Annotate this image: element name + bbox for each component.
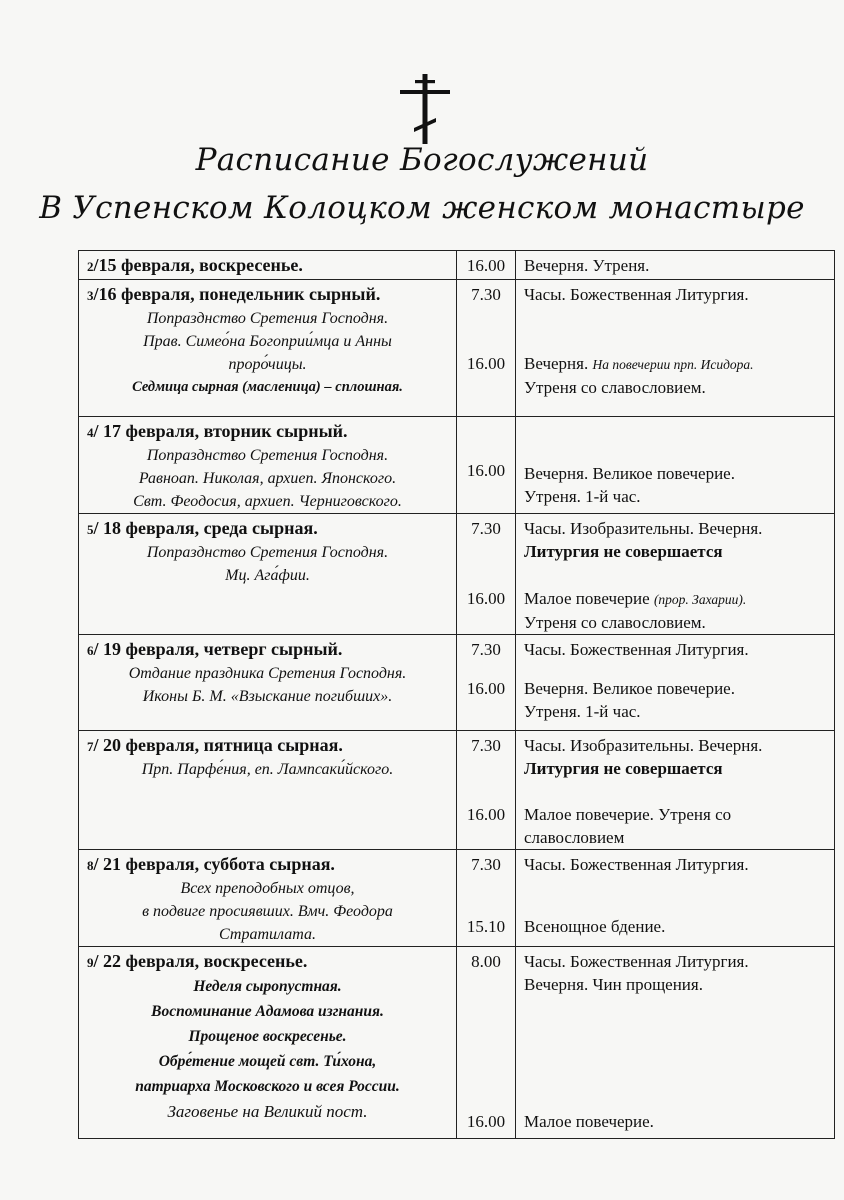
service-cell: [516, 251, 835, 280]
service: славословием: [524, 828, 625, 847]
note: Отдание праздника Сретения Господня.: [128, 665, 407, 682]
note: Попразднство Сретения Господня.: [146, 447, 389, 464]
time-cell: [457, 251, 516, 280]
service: Утреня со славословием.: [524, 378, 706, 397]
service-cell: [516, 635, 835, 731]
service: Часы. Изобразительны. Вечерня.: [524, 736, 763, 755]
day-label: / 21 февраля, суббота сырная.: [93, 854, 335, 874]
time-cell: [457, 947, 516, 1139]
time-cell: [457, 731, 516, 850]
day-cell: [79, 850, 457, 947]
orthodox-cross-icon: [398, 72, 452, 146]
time: 7.30: [471, 519, 501, 538]
service: Малое повечерие. Утреня со: [524, 805, 732, 824]
service: Часы. Божественная Литургия.: [524, 640, 749, 659]
service: Утреня со славословием.: [524, 613, 706, 632]
note: Прав. Симео́на Богоприи́мца и Анны: [143, 333, 392, 350]
day-number: 7: [87, 739, 94, 754]
note: Попразднство Сретения Господня.: [146, 310, 389, 327]
note: Попразднство Сретения Господня.: [146, 544, 389, 561]
day-label: / 18 февраля, среда сырная.: [93, 518, 318, 538]
note: Прп. Парфе́ния, еп. Лампсаки́йского.: [141, 761, 394, 778]
time: 7.30: [471, 640, 501, 659]
day-label: / 17 февраля, вторник сырный.: [93, 421, 348, 441]
service: Часы. Божественная Литургия.: [524, 952, 749, 971]
page-subtitle: В Успенском Колоцком женском монастыре: [39, 190, 805, 226]
day-number: 3: [87, 288, 94, 303]
service-cell: [516, 514, 835, 635]
service-note: На повечерии прп. Исидора.: [592, 357, 754, 372]
table-row: [79, 731, 835, 850]
service: Утреня. 1-й час.: [524, 702, 641, 721]
day-number: 9: [87, 955, 94, 970]
note: Всех преподобных отцов,: [180, 880, 355, 897]
day-cell: [79, 280, 457, 417]
note: Равноап. Николая, архиеп. Японского.: [138, 470, 397, 487]
note-bold: патриарха Московского и всея России.: [135, 1078, 400, 1095]
service: Часы. Божественная Литургия.: [524, 855, 749, 874]
service-cell: [516, 850, 835, 947]
note: проро́чицы.: [228, 356, 307, 373]
schedule-table: [78, 250, 835, 1139]
table-row: [79, 635, 835, 731]
time-cell: [457, 514, 516, 635]
note-bold: Неделя сыропустная.: [193, 978, 342, 995]
service-cell: [516, 280, 835, 417]
service: Всенощное бдение.: [524, 917, 666, 936]
service-bold: Литургия не совершается: [524, 542, 723, 561]
time-cell: [457, 280, 516, 417]
service: Малое повечерие: [524, 589, 650, 608]
note: Мц. Ага́фии.: [225, 567, 310, 584]
day-cell: [79, 417, 457, 514]
time: 7.30: [471, 736, 501, 755]
service: Часы. Божественная Литургия.: [524, 285, 749, 304]
table-row: [79, 947, 835, 1139]
note: Заговенье на Великий пост.: [167, 1102, 368, 1121]
day-number: 6: [87, 643, 94, 658]
note-bold: Прощеное воскресенье.: [188, 1028, 347, 1045]
time: 7.30: [471, 855, 501, 874]
service: Вечерня. Великое повечерие.: [524, 679, 735, 698]
time: 15.10: [466, 917, 506, 936]
day-cell: [79, 251, 457, 280]
day-label: / 19 февраля, четверг сырный.: [93, 639, 343, 659]
service: Часы. Изобразительны. Вечерня.: [524, 519, 763, 538]
day-label: / 20 февраля, пятница сырная.: [93, 735, 343, 755]
day-number: 2: [87, 259, 94, 274]
day-cell: [79, 731, 457, 850]
day-cell: [79, 635, 457, 731]
day-number: 8: [87, 858, 94, 873]
table-row: [79, 514, 835, 635]
service-cell: [516, 947, 835, 1139]
day-label: / 22 февраля, воскресенье.: [93, 951, 308, 971]
time: 16.00: [466, 1112, 506, 1131]
time: 16.00: [466, 461, 506, 480]
note: Свт. Феодосия, архиеп. Черниговского.: [133, 493, 402, 510]
time-cell: [457, 635, 516, 731]
day-label: /16 февраля, понедельник сырный.: [93, 284, 381, 304]
page-title: Расписание Богослужений: [195, 142, 649, 178]
service: Вечерня.: [524, 354, 589, 373]
time: 16.00: [466, 679, 506, 698]
table-row: [79, 251, 835, 280]
time-cell: [457, 850, 516, 947]
time: 16.00: [466, 589, 506, 608]
service: Вечерня. Утреня.: [524, 256, 650, 275]
service-note: (прор. Захарии).: [653, 592, 747, 607]
day-cell: [79, 514, 457, 635]
note-bold: Седмица сырная (масленица) – сплошная.: [132, 379, 403, 395]
day-label: /15 февраля, воскресенье.: [93, 255, 303, 275]
note-bold: Обре́тение мощей свт. Ти́хона,: [158, 1053, 377, 1070]
day-cell: [79, 947, 457, 1139]
note-bold: Воспоминание Адамова изгнания.: [151, 1003, 384, 1020]
table-row: [79, 417, 835, 514]
time: 16.00: [466, 256, 506, 275]
time: 16.00: [466, 805, 506, 824]
service-cell: [516, 417, 835, 514]
service: Утреня. 1-й час.: [524, 487, 641, 506]
table-row: [79, 850, 835, 947]
service: Малое повечерие.: [524, 1112, 654, 1131]
note: Иконы Б. М. «Взыскание погибших».: [142, 688, 393, 705]
service-cell: [516, 731, 835, 850]
service: Вечерня. Чин прощения.: [524, 975, 703, 994]
note: в подвиге просиявших. Вмч. Феодора: [142, 903, 393, 920]
day-number: 4: [87, 425, 94, 440]
service: Вечерня. Великое повечерие.: [524, 464, 735, 483]
time-cell: [457, 417, 516, 514]
note: Стратилата.: [219, 926, 316, 943]
time: 8.00: [471, 952, 501, 971]
table-row: [79, 280, 835, 417]
time: 7.30: [471, 285, 501, 304]
day-number: 5: [87, 522, 94, 537]
time: 16.00: [466, 354, 506, 373]
service-bold: Литургия не совершается: [524, 759, 723, 778]
